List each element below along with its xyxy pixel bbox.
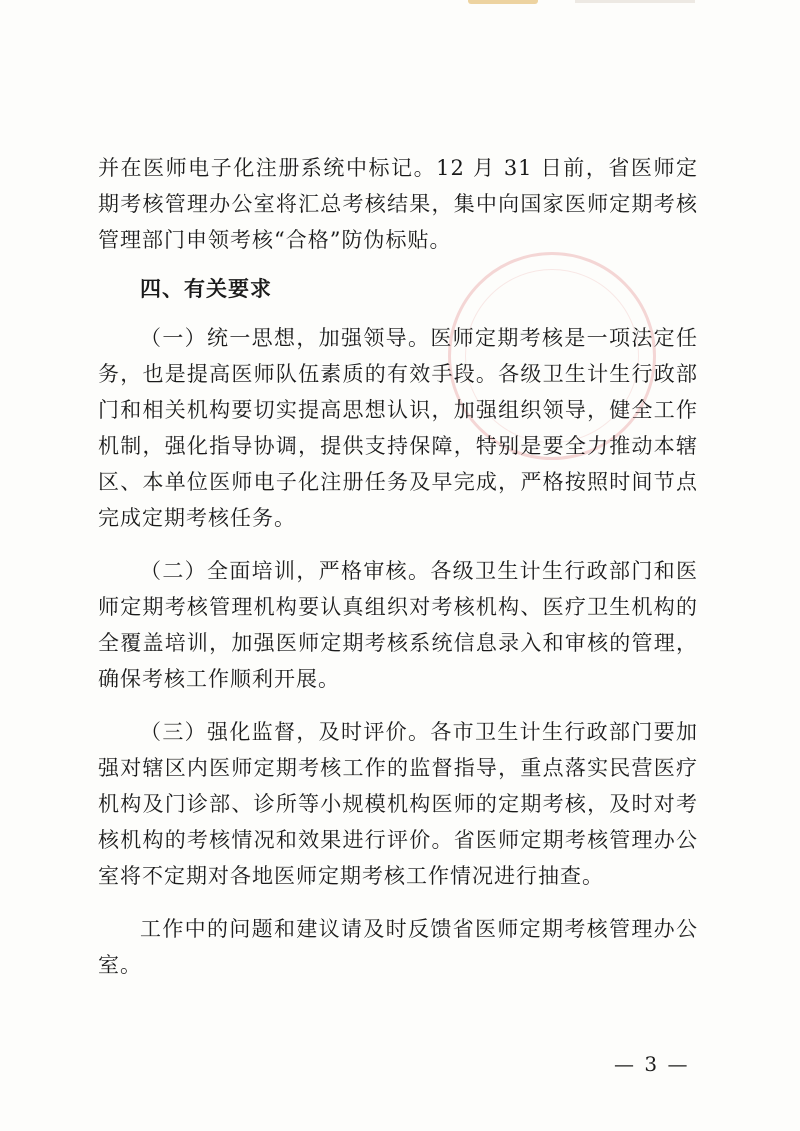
document-body [98,150,698,983]
paragraph-item-3: （三）强化监督，及时评价。各市卫生计生行政部门要加强对辖区内医师定期考核工作的监督指导，重点落实民营医疗机构及门诊部、诊所等小规模机构医师的定期考核，及时对考核机构的考核情况和效果进行评价。省医师定期考核管理办公室将不定期对各地医师定期考核工作情况进行抽查。 [98,720,698,888]
paragraph-item-1: （一）统一思想，加强领导。医师定期考核是一项法定任务，也是提高医师队伍素质的有效手段。各级卫生计生行政部门和相关机构要切实提高思想认识，加强组织领导，健全工作机制，强化指导协调，提供支持保障，特别是要全力推动本辖区、本单位医师电子化注册任务及早完成，严格按照时间节点完成定期考核任务。 [98,326,698,530]
binding-mark [468,0,538,4]
paragraph-item-2: （二）全面培训，严格审核。各级卫生计生行政部门和医师定期考核管理机构要认真组织对考核机构、医疗卫生机构的全覆盖培训，加强医师定期考核系统信息录入和审核的管理，确保考核工作顺利开展。 [98,559,698,691]
page-number: — 3 — [614,1052,690,1076]
scan-smudge [575,0,695,3]
paragraph-continuation: 并在医师电子化注册系统中标记。12 月 31 日前，省医师定期考核管理办公室将汇总考核结果，集中向国家医师定期考核管理部门申领考核“合格”防伪标贴。 [98,156,698,252]
section-heading-requirements: 四、有关要求 [140,277,272,301]
paragraph-closing: 工作中的问题和建议请及时反馈省医师定期考核管理办公室。 [98,917,698,977]
